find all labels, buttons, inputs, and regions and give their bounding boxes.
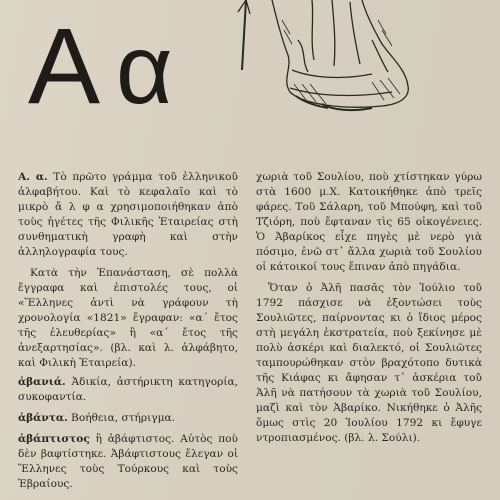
entry-avarikos-continued: χωριὰ τοῦ Σουλίου, ποὺ χτίστηκαν γύρω στὰ 1600 μ.Χ. Κατοικήθηκε ἀπὸ τρεῖς φάρες. Τοῦ Σάλαρη, τοῦ Μπούφη, καὶ τοῦ Τζιόρη, ποὺ ἔφταναν τὶς 65 οἰκογένειες. Ὁ Ἀβαρίκος εἶχε πηγὲς μὲ νερὸ γιὰ πόσιμο, ἐνῶ στ᾿ ἄλλα χωριὰ τοῦ Σουλίου οἱ κάτοικοί τους ἔπιναν ἀπὸ πηγάδια. bbox=[256, 171, 482, 273]
entry-avania-headword: ἀβανιά. bbox=[18, 376, 66, 388]
entry-avanta-headword: ἀβάντα. bbox=[18, 412, 68, 424]
right-text-column bbox=[256, 170, 482, 450]
entry-avarikos-paragraph-2: Ὅταν ὁ Ἀλῆ πασᾶς τὸν Ἰούλιο τοῦ 1792 πάσχισε νὰ ἐξοντώσει τοὺς Σουλιῶτες, παίρνοντας κι ὁ ἴδιος μέρος στὴ μεγάλη ἐκστρατεία, ποὺ ξεκίνησε μὲ πολὺ ἀσκέρι καὶ διαλεκτό, οἱ Σουλιῶτες ταμπουρώθηκαν στὸν βραχότοπο δυτικὰ τῆς Κιάφας κι ἄφησαν τ᾿ ἀσκέρια τοῦ Ἀλῆ νὰ πατήσουν τὰ χωριὰ τοῦ Σουλίου, μαζὶ καὶ τὸν Ἀβαρίκο. Νικήθηκε ὁ Ἀλῆς ὅμως στὶς 20 Ἰουλίου 1792 κι ἔφυγε ντροπιασμένος. (βλ. λ. Σούλι). bbox=[256, 282, 482, 444]
entry-avanta-text: Βοήθεια, στήριγμα. bbox=[67, 412, 176, 424]
entry-alpha-paragraph-2: Κατὰ τὴν Ἐπανάσταση, σὲ πολλὰ ἔγγραφα καὶ ἐπιστολές τους, οἱ «Ἕλληνες ἀντὶ νὰ γράφουν τὴ χρονολογία «1821» ἔγραφαν: «α΄ ἔτος τῆς ἐλευθερίας» ἢ «α΄ ἔτος τῆς ἀνεξαρτησίας». (βλ. καὶ λ. ἀλφάβητο, καὶ Φιλικὴ Ἑταιρεία). bbox=[18, 267, 238, 369]
engraving-illustration bbox=[232, 0, 500, 118]
entry-avania bbox=[18, 375, 238, 405]
capital-alpha: Α bbox=[28, 5, 107, 126]
entry-avanta bbox=[18, 411, 238, 426]
entry-avania-text: Ἀδικία, ἀστήρικτη κατηγορία, συκοφαντία. bbox=[18, 376, 238, 403]
entry-alpha-headword: Α. α. bbox=[18, 171, 48, 183]
entry-avaptistos-text: ἢ ἀβάφτιστος. Αὐτὸς ποὺ δὲν βαφτίστηκε. Ἀβάφτιστους ἔλεγαν οἱ Ἕλληνες τοὺς Τούρκους καὶ τοὺς Ἑβραίους. bbox=[18, 433, 238, 490]
left-text-column bbox=[18, 170, 238, 498]
entry-avaptistos-headword: ἀβάπτιστος bbox=[18, 433, 90, 445]
entry-avaptistos bbox=[18, 432, 238, 492]
chapter-letter-heading bbox=[28, 5, 179, 126]
entry-alpha-text: Τὸ πρῶτο γράμμα τοῦ ἑλληνικοῦ ἀλφαβήτου. Καὶ τὸ κεφαλαῖο καὶ τὸ μικρὸ ἄ λ φ α χρησιμοποιήθηκαν ἀπὸ τοὺς ἠγέτες τῆς Φιλικῆς Ἑταιρείας στὴ συνθηματικὴ γραφὴ καὶ στὴν ἀλληλογραφία τους. bbox=[18, 171, 238, 258]
small-alpha: α bbox=[116, 14, 179, 124]
entry-alpha bbox=[18, 170, 238, 260]
